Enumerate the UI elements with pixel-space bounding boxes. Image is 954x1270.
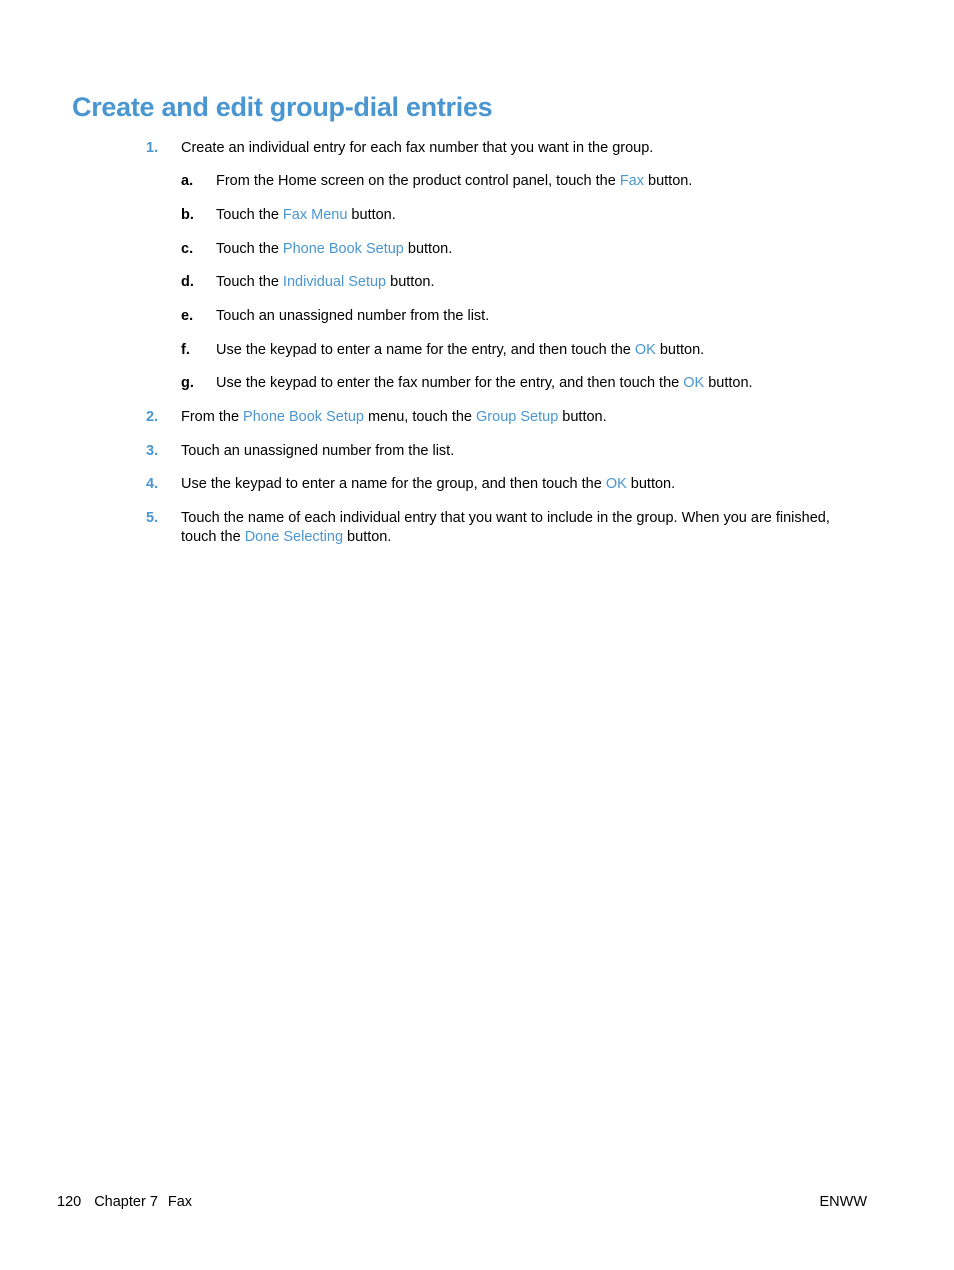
- ui-label-ok: OK: [683, 375, 705, 391]
- chapter-label: Chapter 7: [94, 1194, 158, 1210]
- ui-label-fax: Fax: [619, 173, 644, 189]
- ui-label-phone-book-setup: Phone Book Setup: [243, 409, 364, 425]
- ui-label-group-setup: Group Setup: [476, 409, 559, 425]
- substep-text: Touch the Phone Book Setup button.: [216, 241, 453, 257]
- substep-letter: b.: [181, 207, 194, 223]
- step-text: Touch an unassigned number from the list.: [181, 443, 455, 459]
- ui-label-ok: OK: [605, 476, 627, 492]
- substep-text: Touch an unassigned number from the list.: [216, 308, 490, 324]
- step-number: 2.: [146, 409, 159, 425]
- substep-letter: a.: [181, 173, 194, 189]
- ui-label-ok: OK: [634, 342, 656, 358]
- step-number: 4.: [146, 476, 159, 492]
- ui-label-individual-setup: Individual Setup: [282, 274, 387, 290]
- substep-text: Use the keypad to enter a name for the entry, and then touch the OK button.: [216, 342, 705, 358]
- step-text-line-2: touch the Done Selecting button.: [181, 529, 392, 545]
- ui-label-phone-book-setup: Phone Book Setup: [282, 241, 404, 257]
- locale-label: ENWW: [819, 1194, 867, 1210]
- substep-text: Touch the Fax Menu button.: [216, 207, 396, 223]
- step-text: From the Phone Book Setup menu, touch the Group Setup button.: [181, 409, 607, 425]
- page-number: 120: [57, 1194, 82, 1210]
- footer-left: [57, 1193, 192, 1212]
- step-number: 5.: [146, 510, 159, 526]
- footer-right: [819, 1193, 867, 1212]
- substep-letter: c.: [181, 241, 194, 257]
- section-label: Fax: [167, 1194, 193, 1210]
- substep-letter: f.: [181, 342, 190, 358]
- step-text: Use the keypad to enter a name for the group, and then touch the OK button.: [181, 476, 676, 492]
- step-text-line-1: Touch the name of each individual entry that you want to include in the group. When you are finished,: [181, 510, 830, 526]
- ui-label-done-selecting: Done Selecting: [244, 529, 344, 545]
- step-number: 3.: [146, 443, 159, 459]
- substep-letter: g.: [181, 375, 194, 391]
- page-title: Create and edit group-dial entries: [72, 92, 493, 122]
- substep-letter: e.: [181, 308, 194, 324]
- ui-label-fax-menu: Fax Menu: [282, 207, 348, 223]
- step-number: 1.: [146, 140, 159, 156]
- substep-text: Touch the Individual Setup button.: [216, 274, 435, 290]
- substep-text: From the Home screen on the product control panel, touch the Fax button.: [216, 173, 693, 189]
- step-text: Create an individual entry for each fax number that you want in the group.: [181, 140, 654, 156]
- substep-text: Use the keypad to enter the fax number for the entry, and then touch the OK button.: [216, 375, 753, 391]
- substep-letter: d.: [181, 274, 194, 290]
